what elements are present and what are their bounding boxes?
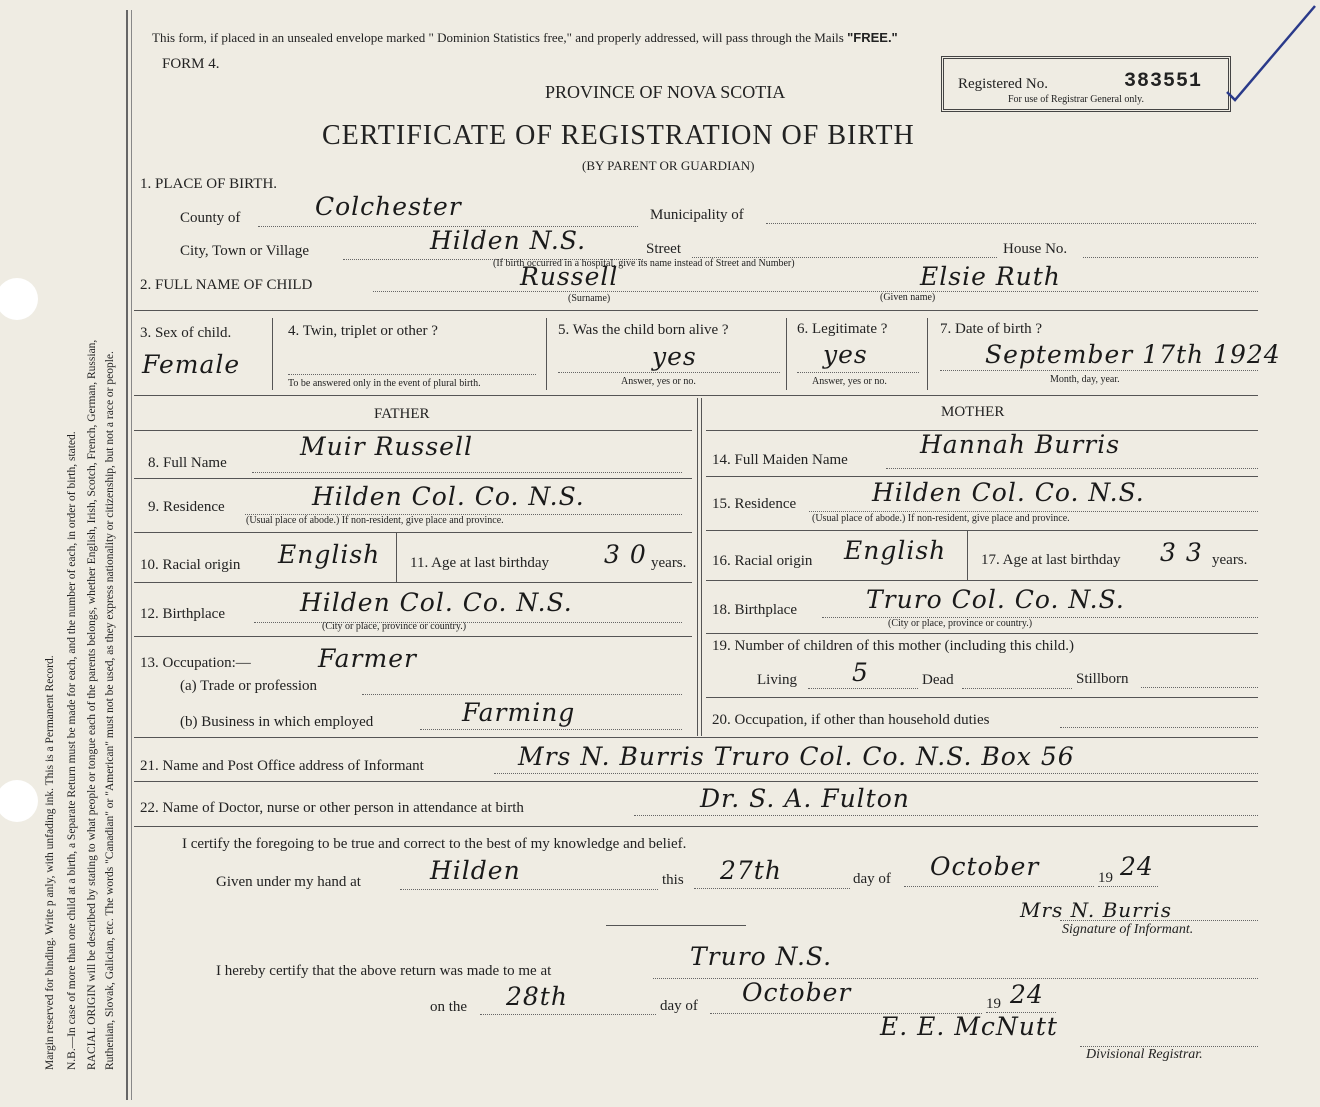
father-birthplace-value: Hilden Col. Co. N.S. [300, 588, 573, 617]
mother-racial-value: English [844, 536, 947, 565]
house-label: House No. [1003, 241, 1068, 257]
mother-age-value: 33 [1160, 538, 1212, 567]
punch-hole-top [0, 278, 38, 320]
hospital-note: (If birth occurred in a hospital, give its name instead of Street and Number) [493, 258, 795, 269]
margin-note-4: Ruthenian, Slovak, Galician, etc. The words "Canadian" or "American" must not be used, as they express nationality or citizenship, but not a race or people. [104, 351, 116, 1070]
given-label: Given under my hand at [216, 874, 361, 890]
city-label: City, Town or Village [180, 243, 310, 259]
municipality-label: Municipality of [650, 207, 744, 223]
dob-value: September 17th 1924 [985, 340, 1281, 369]
informant-label: 21. Name and Post Office address of Informant [140, 758, 424, 774]
registrar-day: 28th [506, 982, 568, 1011]
registrar-note: For use of Registrar General only. [1008, 94, 1144, 105]
mother-occupation-label: 20. Occupation, if other than household duties [712, 712, 990, 728]
province-title: PROVINCE OF NOVA SCOTIA [545, 82, 786, 102]
informant-value: Mrs N. Burris Truro Col. Co. N.S. Box 56 [518, 742, 1075, 771]
mother-residence-label: 15. Residence [712, 496, 797, 512]
mother-name-value: Hannah Burris [920, 430, 1121, 459]
mother-residence-note: (Usual place of abode.) If non-resident, give place and province. [812, 513, 1070, 524]
mother-living-value: 5 [852, 658, 869, 687]
child-name-label: 2. FULL NAME OF CHILD [140, 277, 313, 293]
mother-living-label: Living [757, 672, 797, 688]
legitimate-value: yes [823, 340, 868, 369]
father-occupation-value: Farmer [318, 644, 417, 673]
father-residence-label: 9. Residence [148, 499, 225, 515]
registrar-title: Divisional Registrar. [1086, 1047, 1203, 1062]
registrar-year: 24 [1010, 980, 1044, 1009]
county-value: Colchester [315, 192, 462, 221]
mother-racial-label: 16. Racial origin [712, 553, 813, 569]
given-year-prefix: 19 [1098, 870, 1113, 886]
father-age-years: years. [651, 555, 687, 571]
form-number: FORM 4. [162, 56, 220, 72]
mother-age-label: 17. Age at last birthday [981, 552, 1121, 568]
margin-note-2: N.B.—In case of more than one child at a birth, a Separate Return must be made for each, and the number of each, in order of birth, stated. [66, 431, 78, 1070]
father-residence-value: Hilden Col. Co. N.S. [312, 482, 585, 511]
father-age-label: 11. Age at last birthday [410, 555, 549, 571]
given-year: 24 [1120, 852, 1154, 881]
mother-birthplace-note: (City or place, province or country.) [888, 618, 1033, 629]
father-business-value: Farming [462, 698, 576, 727]
street-label: Street [646, 241, 681, 257]
certificate-subtitle: (BY PARENT OR GUARDIAN) [582, 158, 755, 173]
given-name-note: (Given name) [880, 292, 936, 303]
county-label: County of [180, 210, 241, 226]
given-day: 27th [720, 856, 782, 885]
dob-label: 7. Date of birth ? [940, 321, 1043, 337]
alive-label: 5. Was the child born alive ? [558, 322, 729, 338]
registrar-signature: E. E. McNutt [880, 1012, 1058, 1041]
given-place: Hilden [430, 856, 521, 885]
mother-residence-value: Hilden Col. Co. N.S. [872, 478, 1145, 507]
surname-note: (Surname) [568, 293, 611, 304]
postal-free: "FREE." [847, 30, 898, 45]
child-surname: Russell [520, 262, 619, 291]
mother-heading: MOTHER [941, 404, 1005, 420]
city-value: Hilden N.S. [430, 226, 587, 255]
father-birthplace-label: 12. Birthplace [140, 606, 225, 622]
registered-label: Registered No. [958, 76, 1048, 92]
informant-signature: Mrs N. Burris [1020, 898, 1172, 922]
father-name-label: 8. Full Name [148, 455, 227, 471]
postal-notice: This form, if placed in an unsealed envelope marked " Dominion Statistics free," and properly addressed, will pass through the Mails "FREE." [152, 30, 898, 45]
mother-children-label: 19. Number of children of this mother (including this child.) [712, 638, 1075, 654]
registered-number: 383551 [1124, 70, 1203, 93]
mother-name-label: 14. Full Maiden Name [712, 452, 848, 468]
father-occupation-label: 13. Occupation:— [140, 655, 251, 671]
father-name-value: Muir Russell [300, 432, 473, 461]
mother-birthplace-value: Truro Col. Co. N.S. [866, 585, 1125, 614]
margin-note-1: Margin reserved for binding. Write p anly, with unfading ink. This is a Permanent Record. [44, 655, 56, 1070]
father-age-value: 30 [604, 540, 656, 569]
doctor-value: Dr. S. A. Fulton [700, 784, 910, 813]
alive-value: yes [652, 342, 697, 371]
legitimate-label: 6. Legitimate ? [797, 321, 888, 337]
twin-note: To be answered only in the event of plural birth. [288, 378, 481, 389]
margin-line [126, 10, 128, 1100]
sex-label: 3. Sex of child. [140, 325, 232, 341]
dob-note: Month, day, year. [1050, 374, 1120, 385]
doctor-label: 22. Name of Doctor, nurse or other person in attendance at birth [140, 800, 524, 816]
father-residence-note: (Usual place of abode.) If non-resident, give place and province. [246, 515, 504, 526]
alive-note: Answer, yes or no. [621, 376, 696, 387]
margin-line-inner [131, 10, 132, 1100]
mother-birthplace-label: 18. Birthplace [712, 602, 797, 618]
sex-value: Female [142, 350, 241, 379]
registrar-year-prefix: 19 [986, 996, 1001, 1012]
place-of-birth-heading: 1. PLACE OF BIRTH. [140, 176, 278, 192]
registrar-month: October [742, 978, 852, 1007]
legitimate-note: Answer, yes or no. [812, 376, 887, 387]
certificate-title: CERTIFICATE OF REGISTRATION OF BIRTH [322, 120, 915, 151]
check-mark-icon [1205, 0, 1320, 110]
day-of-label: day of [853, 871, 891, 887]
mother-stillborn-label: Stillborn [1076, 671, 1129, 687]
child-given-name: Elsie Ruth [920, 262, 1061, 291]
father-birthplace-note: (City or place, province or country.) [322, 621, 467, 632]
mother-dead-label: Dead [922, 672, 954, 688]
twin-label: 4. Twin, triplet or other ? [288, 323, 438, 339]
father-racial-label: 10. Racial origin [140, 557, 241, 573]
informant-signature-label: Signature of Informant. [1062, 922, 1194, 937]
given-month: October [930, 852, 1040, 881]
father-business-label: (b) Business in which employed [180, 714, 374, 730]
father-trade-label: (a) Trade or profession [180, 678, 318, 694]
father-racial-value: English [278, 540, 381, 569]
on-label: on the [430, 999, 468, 1015]
father-heading: FATHER [374, 406, 430, 422]
registrar-statement: I hereby certify that the above return was made to me at [216, 963, 552, 979]
margin-note-3: RACIAL ORIGIN will be described by stating to what people or tongue each of the parents belongs, whether English, Irish, Scotch, French, German, Russian, [86, 339, 98, 1070]
registrar-place: Truro N.S. [690, 942, 833, 971]
certify-statement: I certify the foregoing to be true and correct to the best of my knowledge and belief. [182, 836, 687, 852]
mother-age-years: years. [1212, 552, 1248, 568]
registrar-day-of-label: day of [660, 998, 698, 1014]
this-label: this [662, 872, 684, 888]
punch-hole-bottom [0, 780, 38, 822]
